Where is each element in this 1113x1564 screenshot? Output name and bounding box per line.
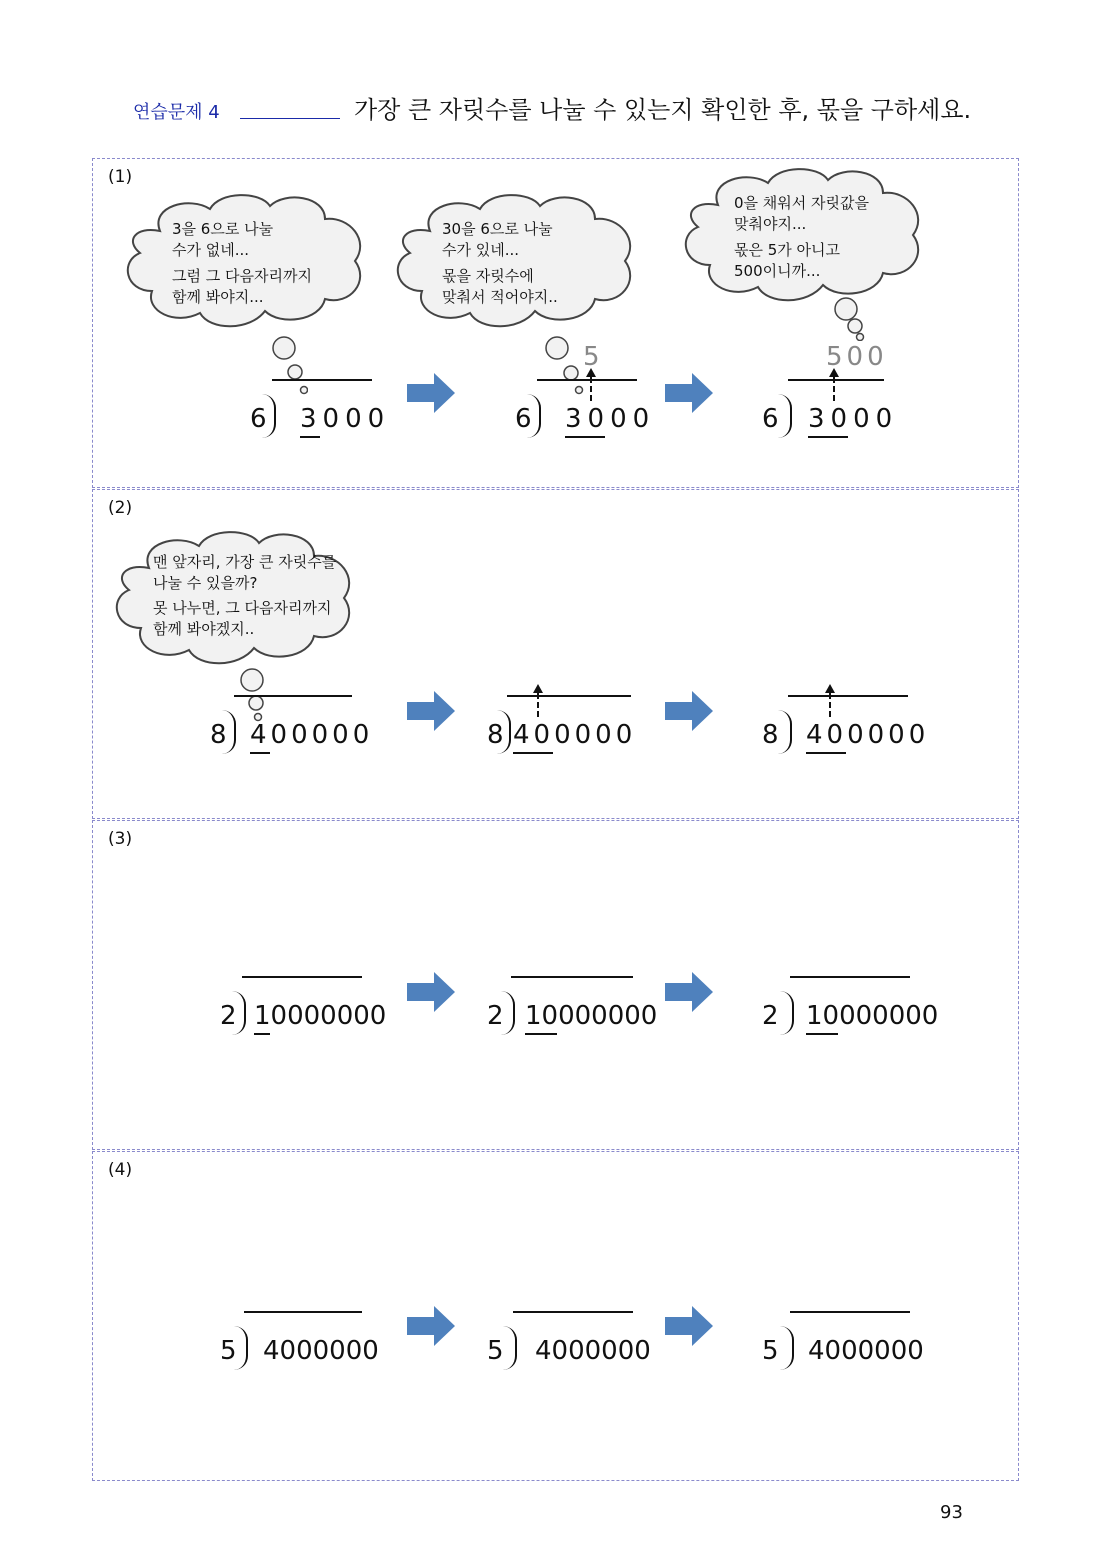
up-arrow-icon bbox=[586, 368, 596, 377]
name-blank-line bbox=[240, 118, 340, 119]
division-bracket bbox=[778, 710, 792, 754]
bubble-line: 맨 앞자리, 가장 큰 자릿수를 bbox=[153, 553, 337, 571]
bubble-line: 못 나누면, 그 다음자리까지 bbox=[153, 599, 332, 617]
thought-bubble bbox=[107, 528, 361, 668]
thought-bubble bbox=[678, 165, 928, 305]
bubble-line: 그럼 그 다음자리까지 bbox=[172, 267, 312, 285]
divisor: 8 bbox=[487, 720, 504, 750]
division-bracket bbox=[527, 394, 541, 438]
panel-3 bbox=[92, 820, 1019, 1150]
dividend: 3000 bbox=[300, 404, 391, 434]
division-bracket bbox=[234, 1326, 248, 1370]
divisor: 6 bbox=[515, 404, 532, 434]
panel-label: (3) bbox=[108, 829, 133, 849]
next-step-arrow-icon bbox=[407, 1306, 455, 1346]
bubble-line: 나눌 수 있을까? bbox=[153, 574, 258, 592]
exercise-label: 연습문제 4 bbox=[133, 102, 220, 123]
dividend: 10000000 bbox=[254, 1001, 387, 1031]
division-problem bbox=[487, 1306, 651, 1366]
next-step-arrow-icon bbox=[407, 373, 455, 413]
bubble-line: 0을 채워서 자릿값을 bbox=[734, 194, 870, 212]
division-bar bbox=[788, 695, 908, 697]
digit-underline bbox=[565, 436, 605, 438]
dividend: 3000 bbox=[808, 404, 899, 434]
division-bracket bbox=[497, 710, 511, 754]
divisor: 8 bbox=[762, 720, 779, 750]
division-bar bbox=[244, 1311, 362, 1313]
dividend: 400000 bbox=[806, 720, 930, 750]
dividend: 400000 bbox=[250, 720, 374, 750]
bubble-line: 함께 봐야겠지.. bbox=[153, 620, 255, 638]
bubble-line: 맞춰서 적어야지.. bbox=[442, 288, 558, 306]
division-problem bbox=[762, 1306, 932, 1366]
division-problem bbox=[485, 690, 645, 750]
digit-underline bbox=[806, 1033, 838, 1035]
divisor: 5 bbox=[220, 1336, 237, 1366]
next-step-arrow-icon bbox=[407, 972, 455, 1012]
panel-1 bbox=[92, 158, 1019, 488]
division-problem bbox=[760, 690, 930, 750]
divisor: 6 bbox=[762, 404, 779, 434]
division-bar bbox=[507, 695, 631, 697]
divisor: 5 bbox=[762, 1336, 779, 1366]
page-number: 93 bbox=[940, 1502, 963, 1523]
quotient: 500 bbox=[826, 342, 888, 372]
division-bar bbox=[790, 976, 910, 978]
page-header bbox=[0, 88, 1113, 128]
next-step-arrow-icon bbox=[407, 691, 455, 731]
dividend: 4000000 bbox=[535, 1336, 651, 1366]
division-bar bbox=[242, 976, 362, 978]
digit-underline bbox=[808, 436, 848, 438]
division-bracket bbox=[780, 991, 794, 1035]
bubble-line: 3을 6으로 나눌 bbox=[172, 220, 274, 238]
bubble-line: 맞춰야지... bbox=[734, 215, 807, 233]
digit-underline bbox=[254, 1033, 270, 1035]
bubble-line: 함께 봐야지... bbox=[172, 288, 264, 306]
panel-label: (1) bbox=[108, 167, 133, 187]
division-bracket bbox=[222, 710, 236, 754]
division-bar bbox=[788, 379, 884, 381]
digit-underline bbox=[513, 752, 553, 754]
division-bracket bbox=[780, 1326, 794, 1370]
bubble-line: 수가 없네... bbox=[172, 241, 250, 259]
dividend: 4000000 bbox=[808, 1336, 924, 1366]
dividend: 3000 bbox=[565, 404, 656, 434]
division-bracket bbox=[503, 1326, 517, 1370]
division-problem bbox=[513, 342, 656, 434]
bubble-line: 몫을 자릿수에 bbox=[442, 267, 534, 285]
panel-2 bbox=[92, 489, 1019, 819]
divisor: 2 bbox=[220, 1001, 237, 1031]
next-step-arrow-icon bbox=[665, 972, 713, 1012]
divisor: 8 bbox=[210, 720, 227, 750]
thought-bubble bbox=[390, 191, 640, 331]
dividend: 400000 bbox=[513, 720, 637, 750]
up-arrow-icon bbox=[825, 684, 835, 693]
division-bar bbox=[234, 695, 352, 697]
up-arrow-icon bbox=[533, 684, 543, 693]
division-bracket bbox=[232, 991, 246, 1035]
division-bar bbox=[790, 1311, 910, 1313]
digit-underline bbox=[806, 752, 846, 754]
division-bracket bbox=[778, 394, 792, 438]
divisor: 2 bbox=[762, 1001, 779, 1031]
thought-trail bbox=[830, 295, 870, 341]
division-problem bbox=[208, 690, 374, 750]
divisor: 6 bbox=[250, 404, 267, 434]
divisor: 2 bbox=[487, 1001, 504, 1031]
division-problem bbox=[220, 971, 387, 1031]
division-bracket bbox=[262, 394, 276, 438]
thought-bubble bbox=[120, 191, 370, 331]
division-bar bbox=[272, 379, 372, 381]
next-step-arrow-icon bbox=[665, 373, 713, 413]
division-problem bbox=[248, 374, 391, 434]
quotient: 5 bbox=[583, 342, 604, 372]
next-step-arrow-icon bbox=[665, 1306, 713, 1346]
bubble-line: 500이니까... bbox=[734, 262, 821, 280]
next-step-arrow-icon bbox=[665, 691, 713, 731]
division-problem bbox=[220, 1306, 380, 1366]
divisor: 5 bbox=[487, 1336, 504, 1366]
bubble-line: 몫은 5가 아니고 bbox=[734, 241, 841, 259]
digit-underline bbox=[250, 752, 270, 754]
division-problem bbox=[762, 971, 939, 1031]
division-bar bbox=[537, 379, 637, 381]
instruction-text: 가장 큰 자릿수를 나눌 수 있는지 확인한 후, 몫을 구하세요. bbox=[354, 96, 972, 124]
bubble-line: 30을 6으로 나눌 bbox=[442, 220, 553, 238]
digit-underline bbox=[525, 1033, 557, 1035]
panel-label: (4) bbox=[108, 1160, 133, 1180]
up-arrow-icon bbox=[829, 368, 839, 377]
dividend: 10000000 bbox=[806, 1001, 939, 1031]
bubble-line: 수가 있네... bbox=[442, 241, 520, 259]
division-problem bbox=[487, 971, 658, 1031]
dividend: 10000000 bbox=[525, 1001, 658, 1031]
division-problem bbox=[760, 342, 899, 434]
panel-label: (2) bbox=[108, 498, 133, 518]
panel-4 bbox=[92, 1151, 1019, 1481]
division-bracket bbox=[501, 991, 515, 1035]
division-bar bbox=[513, 1311, 633, 1313]
dividend: 4000000 bbox=[263, 1336, 379, 1366]
division-bar bbox=[511, 976, 633, 978]
digit-underline bbox=[300, 436, 320, 438]
